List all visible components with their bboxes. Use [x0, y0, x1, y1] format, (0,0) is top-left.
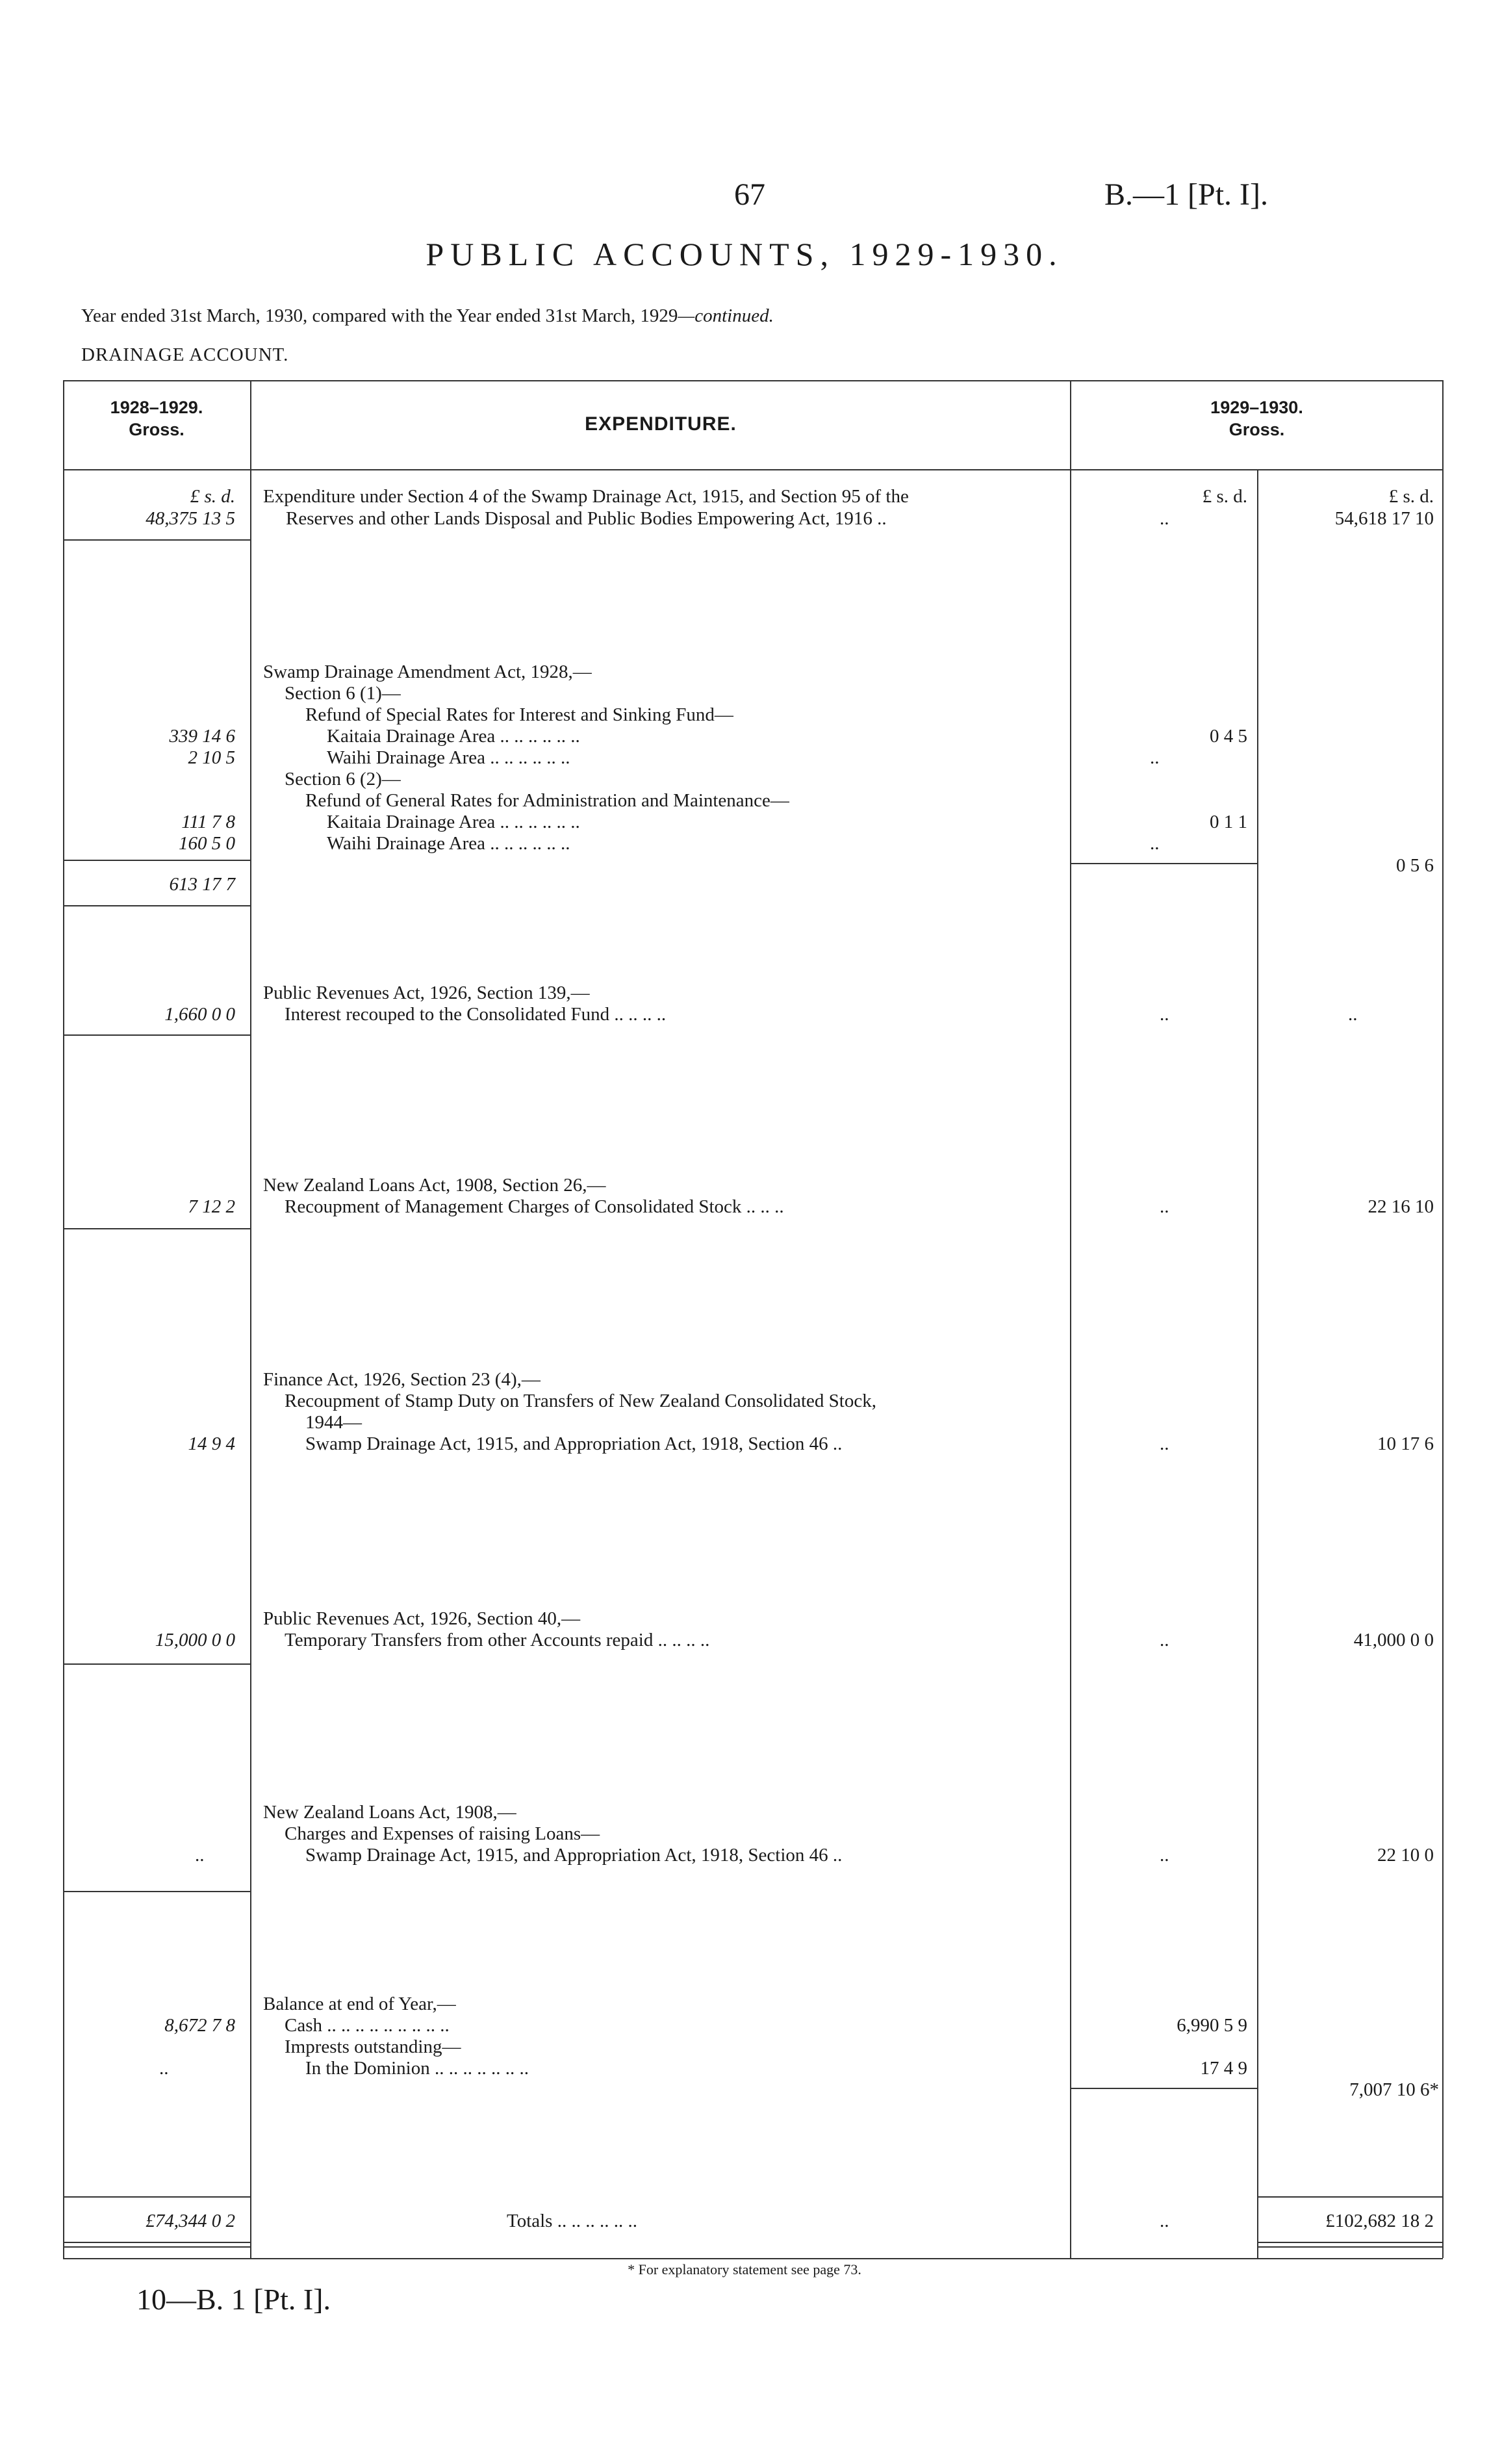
prev-year-label: 1928–1929. [110, 398, 203, 417]
s4-rule [63, 1228, 250, 1229]
table-bottom-rule [63, 2258, 1443, 2259]
s7-heading: New Zealand Loans Act, 1908,— [263, 1802, 516, 1823]
s8-detail-rule [1070, 2088, 1257, 2089]
document-reference: B.—1 [Pt. I]. [1104, 177, 1268, 212]
s6-curr-amount: 41,000 0 0 [1353, 1630, 1434, 1650]
s8-heading: Balance at end of Year,— [263, 1994, 456, 2014]
s1-detail: .. [1160, 508, 1169, 529]
s7-rule [63, 1891, 250, 1892]
s3-heading: Public Revenues Act, 1926, Section 139,— [263, 982, 590, 1003]
s1-prev-amount: 48,375 13 5 [146, 508, 235, 529]
s2-waihi1: Waihi Drainage Area .. .. .. .. .. .. [327, 747, 570, 768]
s1-rule [63, 539, 250, 541]
totals-label: Totals .. .. .. .. .. .. [507, 2211, 637, 2231]
subtitle-continued: —continued. [678, 305, 774, 326]
s2-detail-kaitaia2: 0 1 1 [1210, 812, 1247, 832]
s2-detail-kaitaia1: 0 4 5 [1210, 726, 1247, 747]
s2-prev-subtotal-rule [63, 860, 250, 861]
s6-rule [63, 1663, 250, 1665]
curr-year-label: 1929–1930. [1210, 398, 1303, 417]
curr-units: £ s. d. [1388, 486, 1434, 507]
curr-gross-label: Gross. [1228, 420, 1285, 439]
s7-prev-amount: .. [195, 1845, 205, 1866]
s2-detail-waihi1: .. [1150, 747, 1160, 768]
s2-sub1-detail: Refund of Special Rates for Interest and Sinking Fund— [305, 704, 733, 725]
footnote: * For explanatory statement see page 73. [628, 2261, 861, 2278]
totals-curr-double-rule-1 [1257, 2242, 1442, 2243]
col-divider-1 [250, 380, 251, 2258]
s4-line: Recoupment of Management Charges of Consolidated Stock .. .. .. [285, 1196, 784, 1217]
s2-waihi2: Waihi Drainage Area .. .. .. .. .. .. [327, 833, 570, 854]
s4-prev-amount: 7 12 2 [188, 1196, 235, 1217]
s2-prev-waihi1: 2 10 5 [188, 747, 235, 768]
s3-rule [63, 1034, 250, 1036]
s5-detail: .. [1160, 1433, 1169, 1454]
totals-curr-top-rule [1257, 2196, 1442, 2198]
s2-sub1: Section 6 (1)— [285, 683, 401, 704]
s7-line2: Swamp Drainage Act, 1915, and Appropriation Act, 1918, Section 46 .. [305, 1845, 843, 1866]
s7-detail: .. [1160, 1845, 1169, 1866]
s2-detail-waihi2: .. [1150, 833, 1160, 854]
totals-curr-double-rule-2 [1257, 2246, 1442, 2248]
s2-kaitaia2: Kaitaia Drainage Area .. .. .. .. .. .. [327, 812, 580, 832]
s7-curr-amount: 22 10 0 [1377, 1845, 1434, 1866]
s5-curr-amount: 10 17 6 [1377, 1433, 1434, 1454]
s8-dominion: In the Dominion .. .. .. .. .. .. .. [305, 2058, 529, 2079]
s5-line2: 1944— [305, 1412, 362, 1433]
s1-curr-amount: 54,618 17 10 [1334, 508, 1434, 529]
header-bottom-rule [63, 469, 1443, 470]
prev-year-header [63, 396, 250, 441]
s1-line2: Reserves and other Lands Disposal and Public Bodies Empowering Act, 1916 .. [286, 508, 887, 529]
s2-prev-waihi2: 160 5 0 [179, 833, 235, 854]
s8-prev-dominion: .. [159, 2058, 169, 2079]
s2-sub2: Section 6 (2)— [285, 769, 401, 789]
s6-detail: .. [1160, 1630, 1169, 1650]
s2-heading: Swamp Drainage Amendment Act, 1928,— [263, 661, 592, 682]
s8-detail-cash: 6,990 5 9 [1177, 2015, 1247, 2036]
detail-units: £ s. d. [1202, 486, 1247, 507]
s2-sub2-detail: Refund of General Rates for Administration and Maintenance— [305, 790, 789, 811]
account-name: DRAINAGE ACCOUNT. [81, 344, 289, 365]
right-border [1442, 380, 1444, 2258]
s2-curr-amount: 0 5 6 [1396, 855, 1434, 876]
s4-curr-amount: 22 16 10 [1368, 1196, 1434, 1217]
s5-line3: Swamp Drainage Act, 1915, and Appropriation Act, 1918, Section 46 .. [305, 1433, 843, 1454]
s3-detail: .. [1160, 1004, 1169, 1025]
page-signature: 10—B. 1 [Pt. I]. [136, 2283, 331, 2316]
prev-gross-label: Gross. [129, 420, 185, 439]
col-divider-3 [1257, 469, 1258, 2258]
s4-heading: New Zealand Loans Act, 1908, Section 26,— [263, 1175, 606, 1196]
s4-detail: .. [1160, 1196, 1169, 1217]
s3-prev-amount: 1,660 0 0 [164, 1004, 235, 1025]
s2-kaitaia1: Kaitaia Drainage Area .. .. .. .. .. .. [327, 726, 580, 747]
page-number: 67 [734, 177, 765, 212]
s2-prev-kaitaia1: 339 14 6 [169, 726, 235, 747]
totals-prev-amount: £74,344 0 2 [146, 2211, 235, 2231]
totals-prev-top-rule [63, 2196, 250, 2198]
totals-prev-double-rule-1 [63, 2242, 250, 2243]
col-divider-2 [1070, 380, 1071, 2258]
s8-imprests: Imprests outstanding— [285, 2036, 461, 2057]
s2-prev-total: 613 17 7 [169, 874, 235, 895]
totals-prev-double-rule-2 [63, 2246, 250, 2248]
expenditure-header: EXPENDITURE. [585, 413, 737, 435]
s5-heading: Finance Act, 1926, Section 23 (4),— [263, 1369, 541, 1390]
s1-line1: Expenditure under Section 4 of the Swamp Drainage Act, 1915, and Section 95 of the [263, 486, 909, 507]
s5-prev-amount: 14 9 4 [188, 1433, 235, 1454]
page-title: PUBLIC ACCOUNTS, 1929-1930. [426, 236, 1063, 272]
prev-units: £ s. d. [190, 486, 235, 507]
s8-detail-dominion: 17 4 9 [1200, 2058, 1247, 2079]
s2-detail-rule [1070, 863, 1257, 864]
s5-line1: Recoupment of Stamp Duty on Transfers of New Zealand Consolidated Stock, [285, 1391, 876, 1411]
s3-line: Interest recouped to the Consolidated Fund .. .. .. .. [285, 1004, 667, 1025]
totals-curr-amount: £102,682 18 2 [1325, 2211, 1434, 2231]
s6-heading: Public Revenues Act, 1926, Section 40,— [263, 1608, 581, 1629]
s6-line: Temporary Transfers from other Accounts repaid .. .. .. .. [285, 1630, 710, 1650]
s8-curr-amount: 7,007 10 6* [1349, 2079, 1439, 2100]
left-border [63, 380, 64, 2258]
totals-detail: .. [1160, 2211, 1169, 2231]
s6-prev-amount: 15,000 0 0 [155, 1630, 235, 1650]
s8-cash: Cash .. .. .. .. .. .. .. .. .. [285, 2015, 450, 2036]
s2-prev-total-rule [63, 905, 250, 906]
s8-prev-cash: 8,672 7 8 [164, 2015, 235, 2036]
s2-prev-kaitaia2: 111 7 8 [181, 812, 235, 832]
table-top-rule [63, 380, 1443, 381]
subtitle-text: Year ended 31st March, 1930, compared with the Year ended 31st March, 1929 [81, 305, 678, 326]
s7-line1: Charges and Expenses of raising Loans— [285, 1823, 600, 1844]
curr-year-header [1071, 396, 1442, 441]
s3-curr-amount: .. [1348, 1004, 1358, 1025]
subtitle [81, 305, 774, 327]
